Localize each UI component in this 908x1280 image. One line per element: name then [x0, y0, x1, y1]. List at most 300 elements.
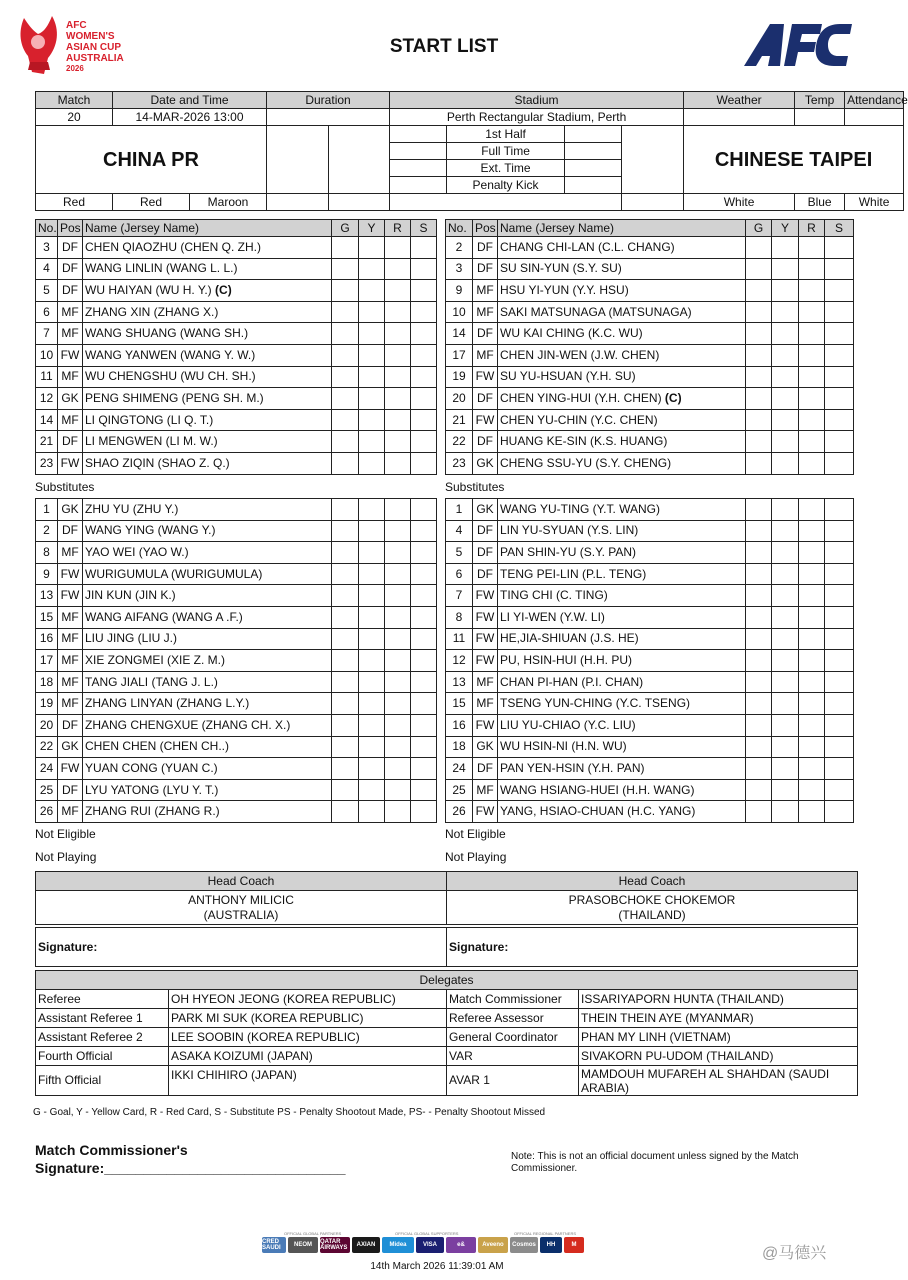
- player-goals-cell: [332, 280, 359, 302]
- player-substitute-cell: [411, 452, 437, 474]
- player-name: SU YU-HSUAN (Y.H. SU): [498, 366, 746, 388]
- player-yellow-cell: [772, 736, 799, 758]
- delegate-role: AVAR 1: [447, 1066, 579, 1096]
- header-goals: G: [746, 220, 772, 237]
- player-position: FW: [473, 606, 498, 628]
- player-name: LIU YU-CHIAO (Y.C. LIU): [498, 714, 746, 736]
- player-name: YAO WEI (YAO W.): [83, 542, 332, 564]
- player-yellow-cell: [359, 344, 385, 366]
- player-red-cell: [385, 606, 411, 628]
- player-number: 6: [446, 563, 473, 585]
- header-number: No.: [36, 220, 58, 237]
- player-yellow-cell: [772, 650, 799, 672]
- kit-spacer: [622, 194, 684, 211]
- player-row: [36, 650, 437, 672]
- player-substitute-cell: [825, 344, 854, 366]
- player-number: 18: [36, 671, 58, 693]
- player-number: 12: [446, 650, 473, 672]
- player-number: 23: [446, 452, 473, 474]
- captain-mark: (C): [215, 282, 232, 297]
- player-red-cell: [385, 237, 411, 259]
- player-name: LI MENGWEN (LI M. W.): [83, 431, 332, 453]
- player-red-cell: [385, 323, 411, 345]
- player-number: 21: [36, 431, 58, 453]
- player-goals-cell: [332, 344, 359, 366]
- player-goals-cell: [332, 431, 359, 453]
- delegate-role: Fourth Official: [36, 1047, 169, 1066]
- player-name: XIE ZONGMEI (XIE Z. M.): [83, 650, 332, 672]
- player-yellow-cell: [772, 671, 799, 693]
- player-position: DF: [473, 520, 498, 542]
- player-goals-cell: [746, 520, 772, 542]
- player-name: WU KAI CHING (K.C. WU): [498, 323, 746, 345]
- player-substitute-cell: [825, 520, 854, 542]
- player-name: LIN YU-SYUAN (Y.S. LIN): [498, 520, 746, 542]
- player-red-cell: [385, 388, 411, 410]
- player-row: [446, 758, 854, 780]
- home-kit-shorts: Red: [113, 194, 190, 211]
- player-row: [36, 736, 437, 758]
- home-not-eligible-label: Not Eligible: [35, 827, 96, 841]
- player-red-cell: [799, 779, 825, 801]
- player-name: YUAN CONG (YUAN C.): [83, 758, 332, 780]
- player-red-cell: [385, 431, 411, 453]
- player-yellow-cell: [359, 563, 385, 585]
- player-row: [36, 628, 437, 650]
- sponsor-logo: Cosmos: [510, 1237, 538, 1253]
- player-yellow-cell: [772, 431, 799, 453]
- player-red-cell: [385, 758, 411, 780]
- player-name: TENG PEI-LIN (P.L. TENG): [498, 563, 746, 585]
- player-goals-cell: [746, 801, 772, 823]
- away-coach-country: (THAILAND): [618, 908, 686, 922]
- player-red-cell: [799, 301, 825, 323]
- match-number: 20: [36, 109, 113, 126]
- player-position: FW: [473, 585, 498, 607]
- player-name: CHAN PI-HAN (P.I. CHAN): [498, 671, 746, 693]
- player-yellow-cell: [359, 499, 385, 521]
- player-yellow-cell: [772, 693, 799, 715]
- player-yellow-cell: [359, 323, 385, 345]
- player-red-cell: [385, 520, 411, 542]
- delegate-name: OH HYEON JEONG (KOREA REPUBLIC): [169, 990, 447, 1009]
- player-substitute-cell: [411, 431, 437, 453]
- player-goals-cell: [332, 801, 359, 823]
- player-name: LYU YATONG (LYU Y. T.): [83, 779, 332, 801]
- logo-text-womens: WOMEN'S: [66, 31, 115, 42]
- player-position: MF: [58, 366, 83, 388]
- away-kit-socks: White: [845, 194, 904, 211]
- delegate-role: Assistant Referee 1: [36, 1009, 169, 1028]
- header-substitute: S: [411, 220, 437, 237]
- player-name: ZHU YU (ZHU Y.): [83, 499, 332, 521]
- home-not-playing-label: Not Playing: [35, 850, 97, 864]
- player-yellow-cell: [772, 606, 799, 628]
- away-score-cell: [622, 126, 684, 194]
- player-number: 9: [446, 280, 473, 302]
- away-not-playing-label: Not Playing: [445, 850, 507, 864]
- player-goals-cell: [746, 344, 772, 366]
- player-yellow-cell: [359, 388, 385, 410]
- player-red-cell: [799, 563, 825, 585]
- player-substitute-cell: [825, 323, 854, 345]
- player-position: GK: [58, 388, 83, 410]
- afc-logo: [740, 20, 856, 70]
- player-goals-cell: [332, 388, 359, 410]
- away-kit-shorts: Blue: [795, 194, 845, 211]
- match-date-time: 14-MAR-2026 13:00: [113, 109, 267, 126]
- player-goals-cell: [746, 606, 772, 628]
- player-yellow-cell: [359, 801, 385, 823]
- match-attendance: [845, 109, 904, 126]
- player-position: DF: [58, 237, 83, 259]
- header-yellow: Y: [359, 220, 385, 237]
- player-row: [36, 585, 437, 607]
- player-substitute-cell: [411, 714, 437, 736]
- player-goals-cell: [746, 736, 772, 758]
- score-home-et: [390, 160, 447, 177]
- player-position: DF: [58, 431, 83, 453]
- player-position: MF: [58, 628, 83, 650]
- player-number: 13: [36, 585, 58, 607]
- player-number: 24: [36, 758, 58, 780]
- player-goals-cell: [332, 520, 359, 542]
- player-substitute-cell: [411, 388, 437, 410]
- header-yellow: Y: [772, 220, 799, 237]
- player-yellow-cell: [359, 520, 385, 542]
- player-red-cell: [799, 650, 825, 672]
- player-yellow-cell: [359, 585, 385, 607]
- mc-signature-label: Match Commissioner's: [35, 1142, 188, 1158]
- player-position: MF: [58, 650, 83, 672]
- coach-signature-table: [35, 927, 858, 967]
- player-number: 23: [36, 452, 58, 474]
- player-name: PAN YEN-HSIN (Y.H. PAN): [498, 758, 746, 780]
- player-red-cell: [385, 714, 411, 736]
- player-substitute-cell: [825, 301, 854, 323]
- delegates-table: [35, 970, 858, 1096]
- player-number: 12: [36, 388, 58, 410]
- player-number: 24: [446, 758, 473, 780]
- sponsor-logo: e&: [446, 1237, 476, 1253]
- player-substitute-cell: [825, 563, 854, 585]
- sponsor-logo: HH: [540, 1237, 562, 1253]
- watermark: @马德兴: [762, 1245, 827, 1262]
- player-substitute-cell: [411, 585, 437, 607]
- player-position: MF: [473, 344, 498, 366]
- player-red-cell: [799, 693, 825, 715]
- away-substitutes-label: Substitutes: [445, 480, 505, 494]
- player-position: FW: [473, 628, 498, 650]
- player-red-cell: [385, 344, 411, 366]
- player-row: [36, 671, 437, 693]
- player-red-cell: [385, 366, 411, 388]
- player-row: [446, 606, 854, 628]
- player-substitute-cell: [825, 671, 854, 693]
- score-gap: [329, 177, 390, 194]
- label-weather: Weather: [684, 92, 795, 109]
- player-substitute-cell: [825, 258, 854, 280]
- logo-text-year: 2026: [66, 64, 84, 73]
- player-position: MF: [473, 671, 498, 693]
- player-goals-cell: [746, 542, 772, 564]
- player-yellow-cell: [359, 366, 385, 388]
- player-position: FW: [58, 758, 83, 780]
- player-red-cell: [385, 499, 411, 521]
- player-position: MF: [58, 606, 83, 628]
- home-score-cell: [267, 126, 329, 194]
- player-goals-cell: [332, 409, 359, 431]
- player-substitute-cell: [411, 301, 437, 323]
- player-number: 1: [36, 499, 58, 521]
- player-number: 20: [446, 388, 473, 410]
- player-substitute-cell: [411, 542, 437, 564]
- player-position: MF: [473, 693, 498, 715]
- player-yellow-cell: [359, 693, 385, 715]
- player-number: 2: [36, 520, 58, 542]
- player-red-cell: [799, 409, 825, 431]
- player-goals-cell: [746, 779, 772, 801]
- player-yellow-cell: [359, 779, 385, 801]
- player-name: SAKI MATSUNAGA (MATSUNAGA): [498, 301, 746, 323]
- player-goals-cell: [332, 736, 359, 758]
- player-red-cell: [385, 801, 411, 823]
- player-name: WANG LINLIN (WANG L. L.): [83, 258, 332, 280]
- player-row: [446, 585, 854, 607]
- away-head-coach: [447, 891, 858, 925]
- page-title: START LIST: [389, 36, 499, 57]
- player-red-cell: [385, 409, 411, 431]
- player-red-cell: [799, 499, 825, 521]
- player-name: WANG AIFANG (WANG A .F.): [83, 606, 332, 628]
- player-number: 21: [446, 409, 473, 431]
- player-row: [36, 758, 437, 780]
- player-yellow-cell: [359, 301, 385, 323]
- player-name: WANG YING (WANG Y.): [83, 520, 332, 542]
- header-red: R: [385, 220, 411, 237]
- label-date-time: Date and Time: [113, 92, 267, 109]
- player-name: LIU JING (LIU J.): [83, 628, 332, 650]
- player-name: WU CHENGSHU (WU CH. SH.): [83, 366, 332, 388]
- player-row: [36, 280, 437, 302]
- delegate-name: PHAN MY LINH (VIETNAM): [579, 1028, 858, 1047]
- player-number: 13: [446, 671, 473, 693]
- player-position: DF: [58, 714, 83, 736]
- player-position: MF: [473, 301, 498, 323]
- player-substitute-cell: [411, 520, 437, 542]
- player-row: [446, 628, 854, 650]
- player-row: [36, 366, 437, 388]
- player-yellow-cell: [359, 409, 385, 431]
- player-red-cell: [799, 237, 825, 259]
- player-red-cell: [385, 452, 411, 474]
- player-position: DF: [473, 323, 498, 345]
- legend-text: G - Goal, Y - Yellow Card, R - Red Card, S - Substitute PS - Penalty Shootout Made, PS- - Penalty Shootout Missed: [33, 1107, 546, 1118]
- period-full-time: Full Time: [447, 143, 565, 160]
- home-kit-socks: Maroon: [190, 194, 267, 211]
- player-number: 15: [36, 606, 58, 628]
- player-red-cell: [799, 585, 825, 607]
- player-position: FW: [58, 452, 83, 474]
- player-name: CHANG CHI-LAN (C.L. CHANG): [498, 237, 746, 259]
- header-substitute: S: [825, 220, 854, 237]
- period-penalty-kick: Penalty Kick: [447, 177, 565, 194]
- player-position: MF: [473, 779, 498, 801]
- away-team-name: CHINESE TAIPEI: [684, 126, 904, 194]
- player-yellow-cell: [772, 563, 799, 585]
- player-yellow-cell: [359, 237, 385, 259]
- player-goals-cell: [332, 714, 359, 736]
- player-goals-cell: [746, 431, 772, 453]
- roster-header-row: [446, 220, 854, 237]
- player-position: MF: [58, 801, 83, 823]
- player-name: CHEN CHEN (CHEN CH..): [83, 736, 332, 758]
- player-row: [446, 388, 854, 410]
- player-yellow-cell: [359, 650, 385, 672]
- player-yellow-cell: [359, 671, 385, 693]
- player-substitute-cell: [411, 628, 437, 650]
- player-row: [446, 542, 854, 564]
- player-number: 8: [36, 542, 58, 564]
- player-name: YANG, HSIAO-CHUAN (H.C. YANG): [498, 801, 746, 823]
- player-row: [446, 499, 854, 521]
- home-starters-table: [35, 219, 437, 475]
- header-position: Pos: [473, 220, 498, 237]
- player-position: MF: [473, 280, 498, 302]
- player-yellow-cell: [359, 280, 385, 302]
- player-yellow-cell: [772, 323, 799, 345]
- player-yellow-cell: [359, 628, 385, 650]
- player-red-cell: [385, 736, 411, 758]
- player-number: 5: [36, 280, 58, 302]
- player-substitute-cell: [411, 801, 437, 823]
- period-1st-half: 1st Half: [447, 126, 565, 143]
- header-goals: G: [332, 220, 359, 237]
- score-gap: [329, 126, 390, 143]
- player-red-cell: [799, 452, 825, 474]
- player-position: GK: [58, 736, 83, 758]
- player-red-cell: [799, 344, 825, 366]
- player-position: FW: [473, 650, 498, 672]
- score-away-ft: [565, 143, 622, 160]
- player-row: [446, 801, 854, 823]
- player-name: SHAO ZIQIN (SHAO Z. Q.): [83, 452, 332, 474]
- player-substitute-cell: [411, 280, 437, 302]
- player-number: 19: [36, 693, 58, 715]
- score-away-et: [565, 160, 622, 177]
- player-substitute-cell: [825, 693, 854, 715]
- player-position: GK: [473, 736, 498, 758]
- player-yellow-cell: [772, 542, 799, 564]
- player-red-cell: [385, 628, 411, 650]
- home-kit-shirt: Red: [36, 194, 113, 211]
- player-red-cell: [799, 758, 825, 780]
- sponsor-logo: Midea: [382, 1237, 414, 1253]
- home-substitutes-table: [35, 498, 437, 823]
- player-row: [446, 520, 854, 542]
- player-yellow-cell: [359, 736, 385, 758]
- delegate-role: General Coordinator: [447, 1028, 579, 1047]
- player-name: LI YI-WEN (Y.W. LI): [498, 606, 746, 628]
- player-number: 1: [446, 499, 473, 521]
- player-name: LI QINGTONG (LI Q. T.): [83, 409, 332, 431]
- roster-header-row: [36, 220, 437, 237]
- player-row: [446, 650, 854, 672]
- delegate-role: Fifth Official: [36, 1066, 169, 1096]
- player-position: GK: [473, 499, 498, 521]
- player-goals-cell: [746, 628, 772, 650]
- player-substitute-cell: [411, 563, 437, 585]
- player-position: FW: [58, 563, 83, 585]
- player-row: [36, 801, 437, 823]
- player-row: [446, 366, 854, 388]
- period-extra-time: Ext. Time: [447, 160, 565, 177]
- home-coach-country: (AUSTRALIA): [203, 908, 279, 922]
- player-position: FW: [473, 409, 498, 431]
- logo-text-asian-cup: ASIAN CUP: [66, 42, 122, 53]
- player-position: FW: [58, 585, 83, 607]
- player-name: JIN KUN (JIN K.): [83, 585, 332, 607]
- player-goals-cell: [746, 758, 772, 780]
- player-red-cell: [799, 736, 825, 758]
- label-match: Match: [36, 92, 113, 109]
- match-weather: [684, 109, 795, 126]
- player-substitute-cell: [825, 280, 854, 302]
- player-row: [446, 409, 854, 431]
- score-away-pk: [565, 177, 622, 194]
- player-number: 10: [36, 344, 58, 366]
- player-name: PU, HSIN-HUI (H.H. PU): [498, 650, 746, 672]
- player-goals-cell: [332, 323, 359, 345]
- player-goals-cell: [746, 499, 772, 521]
- player-position: FW: [473, 801, 498, 823]
- header-number: No.: [446, 220, 473, 237]
- label-stadium: Stadium: [390, 92, 684, 109]
- player-yellow-cell: [359, 452, 385, 474]
- player-row: [446, 344, 854, 366]
- player-row: [36, 409, 437, 431]
- player-goals-cell: [746, 671, 772, 693]
- label-attendance: Attendance: [845, 92, 904, 109]
- match-stadium: Perth Rectangular Stadium, Perth: [390, 109, 684, 126]
- player-substitute-cell: [825, 452, 854, 474]
- player-substitute-cell: [411, 366, 437, 388]
- player-yellow-cell: [772, 714, 799, 736]
- player-red-cell: [799, 323, 825, 345]
- away-coach-signature: Signature:: [447, 928, 858, 967]
- player-substitute-cell: [825, 499, 854, 521]
- player-name: TSENG YUN-CHING (Y.C. TSENG): [498, 693, 746, 715]
- player-substitute-cell: [825, 585, 854, 607]
- player-red-cell: [385, 542, 411, 564]
- player-position: DF: [473, 388, 498, 410]
- player-substitute-cell: [411, 736, 437, 758]
- player-number: 11: [446, 628, 473, 650]
- player-name: HSU YI-YUN (Y.Y. HSU): [498, 280, 746, 302]
- player-row: [36, 779, 437, 801]
- player-goals-cell: [746, 237, 772, 259]
- player-row: [446, 301, 854, 323]
- player-row: [446, 452, 854, 474]
- player-position: MF: [58, 409, 83, 431]
- player-number: 3: [446, 258, 473, 280]
- player-position: DF: [58, 280, 83, 302]
- player-row: [36, 714, 437, 736]
- match-temp: [795, 109, 845, 126]
- player-number: 16: [446, 714, 473, 736]
- sponsor-label-regional-partners: OFFICIAL REGIONAL PARTNERS: [514, 1231, 577, 1236]
- label-duration: Duration: [267, 92, 390, 109]
